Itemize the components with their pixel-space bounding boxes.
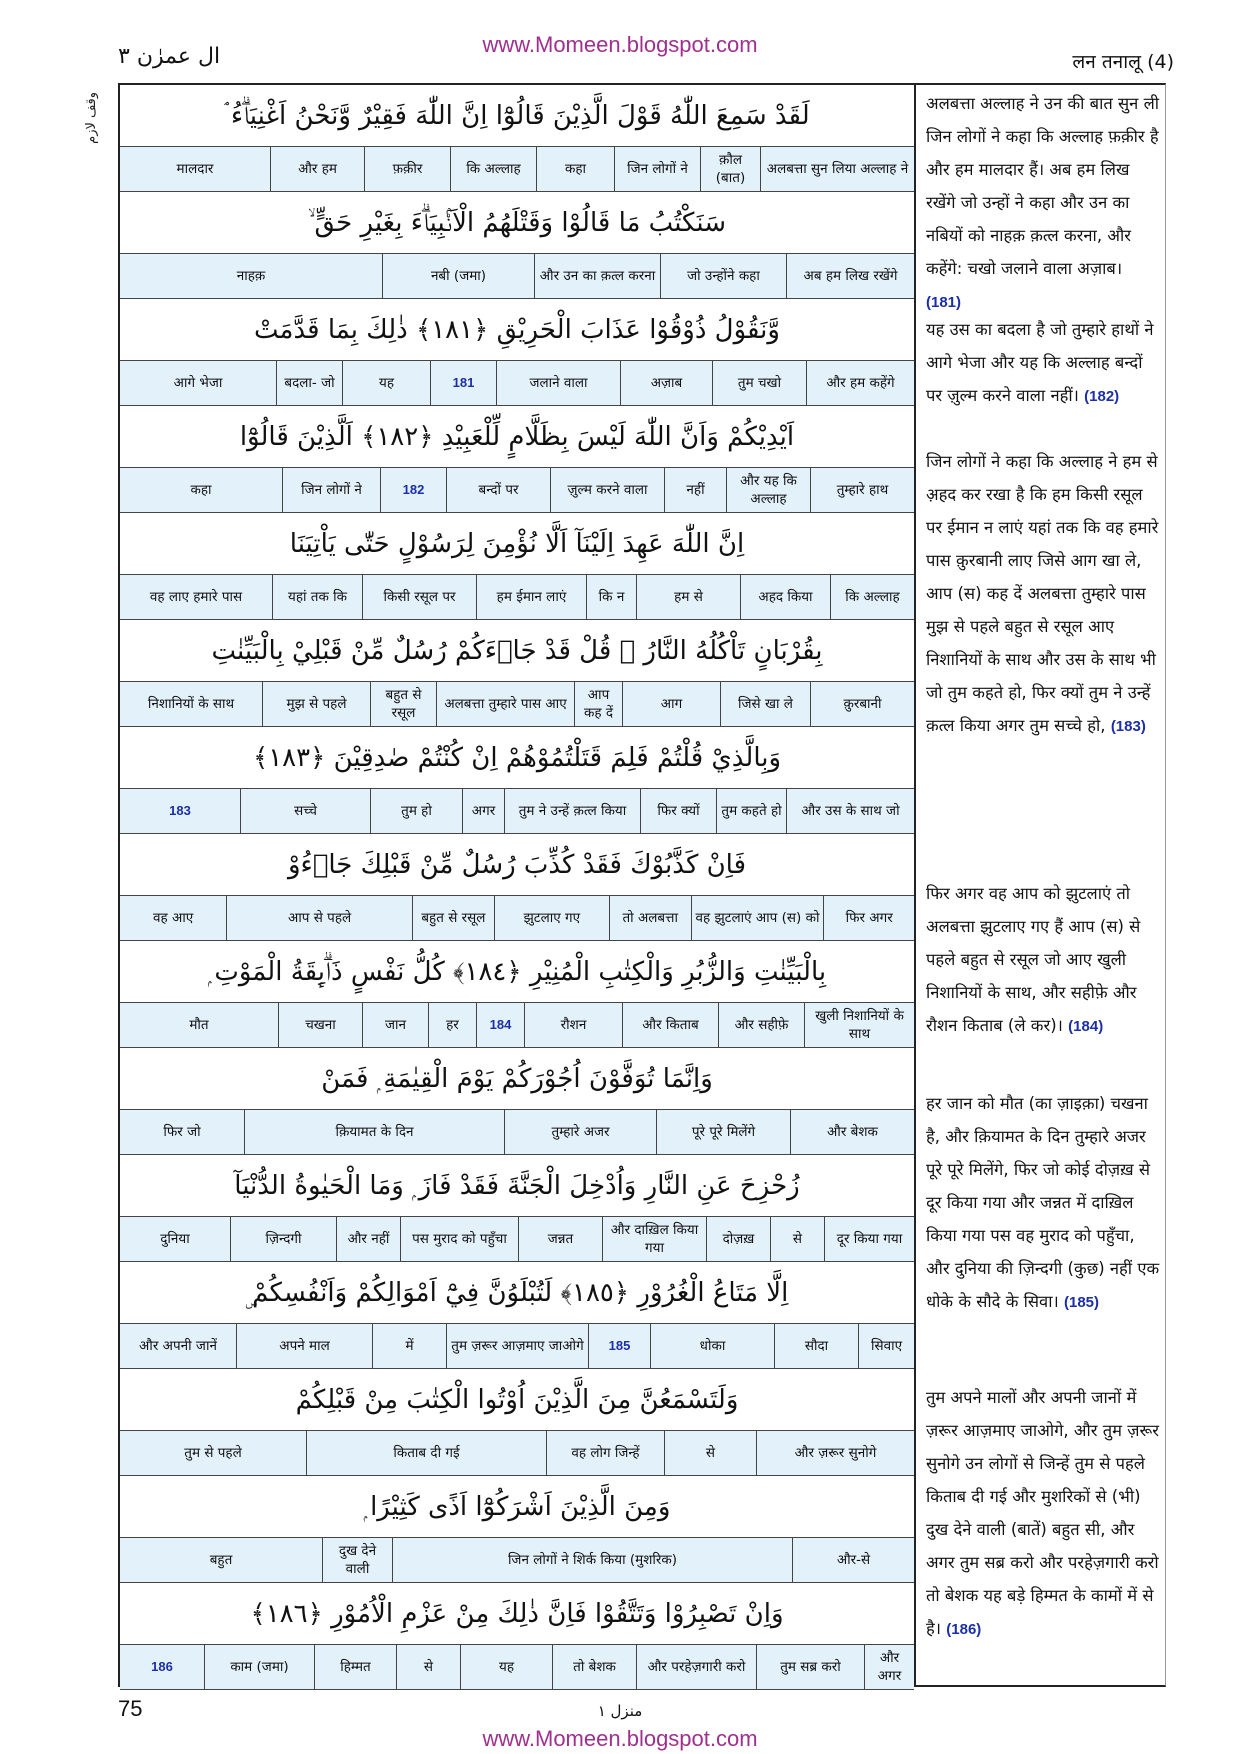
word-meaning-cell: से (396, 1645, 460, 1689)
translation-paragraph (926, 313, 1160, 413)
page-number: 75 (118, 1696, 143, 1721)
word-meaning-cell: वह झुटलाएं आप (स) को (691, 896, 824, 940)
arabic-verse-line: اَيْدِيْكُمْ وَاَنَّ اللّٰهَ لَيْسَ بِظَلَّامٍ لِّلْعَبِيْدِ ﴿١٨٢﴾ اَلَّذِيْنَ قَالُوْٓا (120, 406, 914, 468)
word-meaning-cell: आप कह दें (574, 682, 622, 726)
word-meaning-cell: तो बेशक (552, 1645, 636, 1689)
word-meaning-cell: और हम (270, 147, 364, 191)
word-meaning-cell: फ़क़ीर (364, 147, 450, 191)
word-meaning-cell: अब हम लिख रखेंगे (786, 254, 914, 298)
word-meaning-cell: जिन लोगों ने शिर्क किया (मुशरिक) (392, 1538, 792, 1582)
word-meaning-cell: दूर किया गया (824, 1217, 914, 1261)
word-meaning-cell: और यह कि अल्लाह (726, 468, 810, 512)
word-meaning-cell: में (372, 1324, 446, 1368)
word-meaning-cell: अलबत्ता सुन लिया अल्लाह ने (760, 147, 914, 191)
translation-text: अलबत्ता अल्लाह ने उन की बात सुन ली जिन लोगों ने कहा कि अल्लाह फ़क़ीर है और हम मालदार हैं। अब हम लिख रखेंगे जो उन्हों ने कहा और उन का नबियों को नाहक़ क़त्ल करना, और कहेंगे: चखो जलाने वाला अज़ाब। (926, 94, 1160, 278)
translation-row (120, 1110, 914, 1155)
word-meaning-cell: आग (622, 682, 720, 726)
word-meaning-cell: जो उन्होंने कहा (660, 254, 786, 298)
word-meaning-cell: अपने माल (236, 1324, 372, 1368)
verse-number: (185) (1063, 1294, 1100, 1311)
arabic-verse-line: وَاِنْ تَصْبِرُوْا وَتَتَّقُوْا فَاِنَّ ذٰلِكَ مِنْ عَزْمِ الْاُمُوْرِ ﴿١٨٦﴾ (120, 1583, 914, 1645)
word-meaning-cell: फिर अगर (823, 896, 914, 940)
word-meaning-cell: और ज़रूर सुनोगे (756, 1431, 914, 1475)
verse-number: (181) (926, 294, 962, 311)
translation-column (916, 83, 1166, 1687)
word-meaning-cell: यह (342, 361, 430, 405)
word-meaning-cell: और नहीं (336, 1217, 400, 1261)
word-meaning-cell: हम ईमान लाएं (476, 575, 586, 619)
translation-paragraph (926, 445, 1160, 743)
translation-paragraph (926, 87, 1160, 319)
word-meaning-cell: अज़ाब (620, 361, 712, 405)
word-meaning-cell: सिवाए (858, 1324, 914, 1368)
arabic-verse-line: اِنَّ اللّٰهَ عَهِدَ اِلَيْنَآ اَلَّا نُؤْمِنَ لِرَسُوْلٍ حَتّٰى يَاْتِيَنَا (120, 513, 914, 575)
word-meaning-cell: नबी (जमा) (382, 254, 534, 298)
verse-number: (186) (946, 1621, 982, 1638)
word-meaning-cell: काम (जमा) (204, 1645, 314, 1689)
word-meaning-cell: आप से पहले (226, 896, 412, 940)
translation-paragraph (926, 1087, 1160, 1319)
arabic-verse-line: وَمِنَ الَّذِيْنَ اَشْرَكُوْٓا اَذًى كَثِيْرًا ۭ (120, 1476, 914, 1538)
word-meaning-cell: अलबत्ता तुम्हारे पास आए (436, 682, 574, 726)
word-meaning-cell: हर (428, 1003, 476, 1047)
word-meaning-cell: मालदार (176, 160, 214, 177)
word-meaning-cell: फिर जो (163, 1123, 201, 1140)
word-meaning-cell: जिसे खा ले (720, 682, 810, 726)
word-meaning-cell: और परहेज़गारी करो (636, 1645, 756, 1689)
translation-text: हर जान को मौत (का ज़ाइक़ा) चखना है, और क़ियामत के दिन तुम्हारे अजर पूरे पूरे मिलेंगे, फिर जो कोई दोज़ख़ से दूर किया गया और जन्नत में दाख़िल किया गया पस वह मुराद को पहुँचा, और दुनिया की ज़िन्दगी (कुछ) नहीं एक धोके के सौदे के सिवा। (926, 1094, 1160, 1311)
word-meaning-cell: हिम्मत (314, 1645, 396, 1689)
translation-row (120, 1324, 914, 1369)
word-meaning-cell: बहुत से रसूल (370, 682, 436, 726)
word-meaning-cell: आगे भेजा (173, 374, 223, 391)
translation-row (120, 896, 914, 941)
word-meaning-cell: दोज़ख़ (706, 1217, 770, 1261)
translation-row (120, 1217, 914, 1262)
para-title: लन तनालू (4) (1072, 51, 1174, 73)
word-meaning-cell: अगर (462, 789, 504, 833)
word-meaning-cell: मुझ से पहले (262, 682, 370, 726)
word-meaning-cell: से (664, 1431, 756, 1475)
translation-row (120, 1645, 914, 1690)
word-meaning-cell: और-से (792, 1538, 914, 1582)
word-meaning-cell: वह लाए हमारे पास (149, 588, 243, 605)
verse-number: (182) (1084, 388, 1120, 405)
word-meaning-cell: से (770, 1217, 824, 1261)
word-meaning-cell: तुम चखो (712, 361, 806, 405)
verse-number-cell: 184 (476, 1003, 524, 1047)
word-by-word-grid (118, 83, 916, 1687)
word-meaning-cell: तुम ज़रूर आज़माए जाओगे (446, 1324, 588, 1368)
translation-paragraph (926, 1381, 1160, 1646)
translation-row (120, 254, 914, 299)
word-meaning-cell: मौत (189, 1016, 209, 1033)
word-meaning-cell: और अगर (864, 1645, 914, 1689)
verse-number-cell: 182 (380, 468, 446, 512)
translation-row (120, 575, 914, 620)
word-meaning-cell: रौशन (524, 1003, 622, 1047)
manzil-label: منزل ١ (597, 1702, 643, 1720)
word-meaning-cell: ज़िन्दगी (230, 1217, 336, 1261)
arabic-verse-line: زُحْزِحَ عَنِ النَّارِ وَاُدْخِلَ الْجَنَّةَ فَقَدْ فَازَ ۭ وَمَا الْحَيٰوةُ الدُّنْيَآ (120, 1155, 914, 1217)
word-meaning-cell: कहा (536, 147, 614, 191)
surah-title: ال عمرٰن ٣ (118, 44, 221, 69)
word-meaning-cell: तुम से पहले (184, 1444, 242, 1461)
word-meaning-cell: तुम कहते हो (716, 789, 786, 833)
arabic-verse-line: سَنَكْتُبُ مَا قَالُوْا وَقَتْلَهُمُ الْاَنْۢبِيَاۗءَ بِغَيْرِ حَقٍّ ۙ (120, 192, 914, 254)
translation-text: यह उस का बदला है जो तुम्हारे हाथों ने आगे भेजा और यह कि अल्लाह बन्दों पर ज़ुल्म करने वाला नहीं। (926, 320, 1154, 405)
word-meaning-cell: फिर क्यों (640, 789, 716, 833)
arabic-verse-line: وَاِنَّمَا تُوَفَّوْنَ اُجُوْرَكُمْ يَوْمَ الْقِيٰمَةِ ۭ فَمَنْ (120, 1048, 914, 1110)
verse-number: (183) (1110, 718, 1146, 735)
word-meaning-cell: और हम कहेंगे (806, 361, 914, 405)
translation-row (120, 147, 914, 192)
arabic-verse-line: لَقَدْ سَمِعَ اللّٰهُ قَوْلَ الَّذِيْنَ قَالُوْٓا اِنَّ اللّٰهَ فَقِيْرٌ وَّنَحْنُ اَغْنِيَاۗءُ ۘ (120, 85, 914, 147)
word-meaning-cell: झुटलाए गए (494, 896, 609, 940)
arabic-verse-line: اِلَّا مَتَاعُ الْغُرُوْرِ ﴿١٨٥﴾ لَتُبْلَوُنَّ فِيْٓ اَمْوَالِكُمْ وَاَنْفُسِكُمْ ۣ (120, 1262, 914, 1324)
word-meaning-cell: किसी रसूल पर (362, 575, 476, 619)
word-meaning-cell: बहुत (209, 1551, 233, 1568)
word-meaning-cell: वह आए (153, 909, 194, 926)
verse-number-cell: 181 (430, 361, 496, 405)
site-url-header[interactable]: www.Momeen.blogspot.com (482, 32, 758, 57)
word-meaning-cell: दुनिया (160, 1230, 190, 1247)
translation-row (120, 1431, 914, 1476)
word-meaning-cell: और अपनी जानें (139, 1337, 217, 1354)
verse-number-cell: 186 (151, 1659, 173, 1675)
word-meaning-cell: वह लोग जिन्हें (546, 1431, 664, 1475)
word-meaning-cell: तुम ने उन्हें क़त्ल किया (504, 789, 640, 833)
word-meaning-cell: जान (362, 1003, 428, 1047)
word-meaning-cell: जन्नत (518, 1217, 602, 1261)
word-meaning-cell: बहुत से रसूल (412, 896, 494, 940)
word-meaning-cell: तो अलबत्ता (609, 896, 691, 940)
word-meaning-cell: और बेशक (790, 1110, 914, 1154)
word-meaning-cell: यहां तक कि (272, 575, 362, 619)
translation-row (120, 1538, 914, 1583)
word-meaning-cell: खुली निशानियों के साथ (804, 1003, 914, 1047)
word-meaning-cell: तुम्हारे हाथ (810, 468, 914, 512)
word-meaning-cell: और उस के साथ जो (786, 789, 914, 833)
word-meaning-cell: जलाने वाला (496, 361, 620, 405)
word-meaning-cell: नाहक़ (236, 267, 266, 284)
word-meaning-cell: तुम हो (370, 789, 462, 833)
word-meaning-cell: नहीं (664, 468, 726, 512)
translation-row (120, 789, 914, 834)
word-meaning-cell: कहा (190, 481, 212, 498)
word-meaning-cell: हम से (636, 575, 740, 619)
word-meaning-cell: क़ुरबानी (810, 682, 914, 726)
arabic-verse-line: فَاِنْ كَذَّبُوْكَ فَقَدْ كُذِّبَ رُسُلٌ مِّنْ قَبْلِكَ جَاۗءُوْ (120, 834, 914, 896)
translation-text: फिर अगर वह आप को झुटलाएं तो अलबत्ता झुटलाए गए हैं आप (स) से पहले बहुत से रसूल जो आए खुली निशानियों के साथ, और सहीफ़े और रौशन किताब (ले कर)। (926, 884, 1141, 1035)
word-meaning-cell: बन्दों पर (446, 468, 550, 512)
word-meaning-cell: कि अल्लाह (450, 147, 536, 191)
translation-row (120, 361, 914, 406)
word-meaning-cell: जिन लोगों ने (282, 468, 380, 512)
word-meaning-cell: कि न (586, 575, 636, 619)
word-meaning-cell: धोका (650, 1324, 774, 1368)
word-meaning-cell: और दाख़िल किया गया (602, 1217, 706, 1261)
verse-number-cell: 185 (588, 1324, 650, 1368)
word-meaning-cell: और उन का क़त्ल करना (534, 254, 660, 298)
translation-row (120, 468, 914, 513)
word-meaning-cell: तुम सब्र करो (756, 1645, 864, 1689)
translation-row (120, 682, 914, 727)
word-meaning-cell: निशानियों के साथ (147, 695, 235, 712)
verse-number-cell: 183 (169, 803, 191, 819)
margin-note: وقف لازم (84, 92, 99, 144)
translation-text: जिन लोगों ने कहा कि अल्लाह ने हम से अ़हद कर रखा है कि हम किसी रसूल पर ईमान न लाएं यहां तक कि वह हमारे पास क़ुरबानी लाए जिसे आग खा ले, आप (स) कह दें अलबत्ता तुम्हारे पास मुझ से पहले बहुत से रसूल आए निशानियों के साथ और उस के साथ भी जो तुम कहते हो, फिर क्यों तुम ने उन्हें क़त्ल किया अगर तुम सच्चे हो, (926, 452, 1159, 735)
verse-number: (184) (1068, 1018, 1104, 1035)
word-meaning-cell: बदला- जो (276, 361, 342, 405)
translation-paragraph (926, 877, 1160, 1043)
word-meaning-cell: यह (460, 1645, 552, 1689)
word-meaning-cell: क़ियामत के दिन (244, 1110, 504, 1154)
translation-text: तुम अपने मालों और अपनी जानों में ज़रूर आज़माए जाओगे, और तुम ज़रूर सुनोगे उन लोगों से जिन्हें तुम से पहले किताब दी गई और मुशरिकों से (भी) दुख देने वाली (बातें) बहुत सी, और अगर तुम सब्र करो और परहेज़गारी करो तो बेशक यह बड़े हिम्मत के कामों में से है। (926, 1388, 1160, 1638)
arabic-verse-line: وَلَتَسْمَعُنَّ مِنَ الَّذِيْنَ اُوْتُوا الْكِتٰبَ مِنْ قَبْلِكُمْ (120, 1369, 914, 1431)
word-meaning-cell: ज़ुल्म करने वाला (550, 468, 664, 512)
word-meaning-cell: और सहीफ़े (718, 1003, 804, 1047)
arabic-verse-line: وَبِالَّذِيْ قُلْتُمْ فَلِمَ قَتَلْتُمُوْهُمْ اِنْ كُنْتُمْ صٰدِقِيْنَ ﴿١٨٣﴾ (120, 727, 914, 789)
word-meaning-cell: क़ौल (बात) (700, 147, 760, 191)
word-meaning-cell: किताब दी गई (306, 1431, 546, 1475)
word-meaning-cell: जिन लोगों ने (614, 147, 700, 191)
arabic-verse-line: بِقُرْبَانٍ تَاْكُلُهُ النَّارُ ۭ قُلْ قَدْ جَاۗءَكُمْ رُسُلٌ مِّنْ قَبْلِيْ بِالْبَيِّنٰتِ (120, 620, 914, 682)
word-meaning-cell: दुख देने वाली (322, 1538, 392, 1582)
word-meaning-cell: सौदा (774, 1324, 858, 1368)
word-meaning-cell: अहद किया (740, 575, 830, 619)
word-meaning-cell: और किताब (622, 1003, 718, 1047)
word-meaning-cell: पूरे पूरे मिलेंगे (656, 1110, 790, 1154)
word-meaning-cell: सच्चे (240, 789, 370, 833)
arabic-verse-line: وَّنَقُوْلُ ذُوْقُوْا عَذَابَ الْحَرِيْقِ ﴿١٨١﴾ ذٰلِكَ بِمَا قَدَّمَتْ (120, 299, 914, 361)
word-meaning-cell: पस मुराद को पहुँचा (400, 1217, 518, 1261)
word-meaning-cell: तुम्हारे अजर (504, 1110, 656, 1154)
site-url-footer[interactable]: www.Momeen.blogspot.com (482, 1726, 758, 1751)
arabic-verse-line: بِالْبَيِّنٰتِ وَالزُّبُرِ وَالْكِتٰبِ الْمُنِيْرِ ﴿١٨٤﴾ كُلُّ نَفْسٍ ذَاۗىِٕقَةُ الْمَوْتِ ۭ (120, 941, 914, 1003)
word-meaning-cell: चखना (278, 1003, 362, 1047)
word-meaning-cell: कि अल्लाह (830, 575, 914, 619)
translation-row (120, 1003, 914, 1048)
